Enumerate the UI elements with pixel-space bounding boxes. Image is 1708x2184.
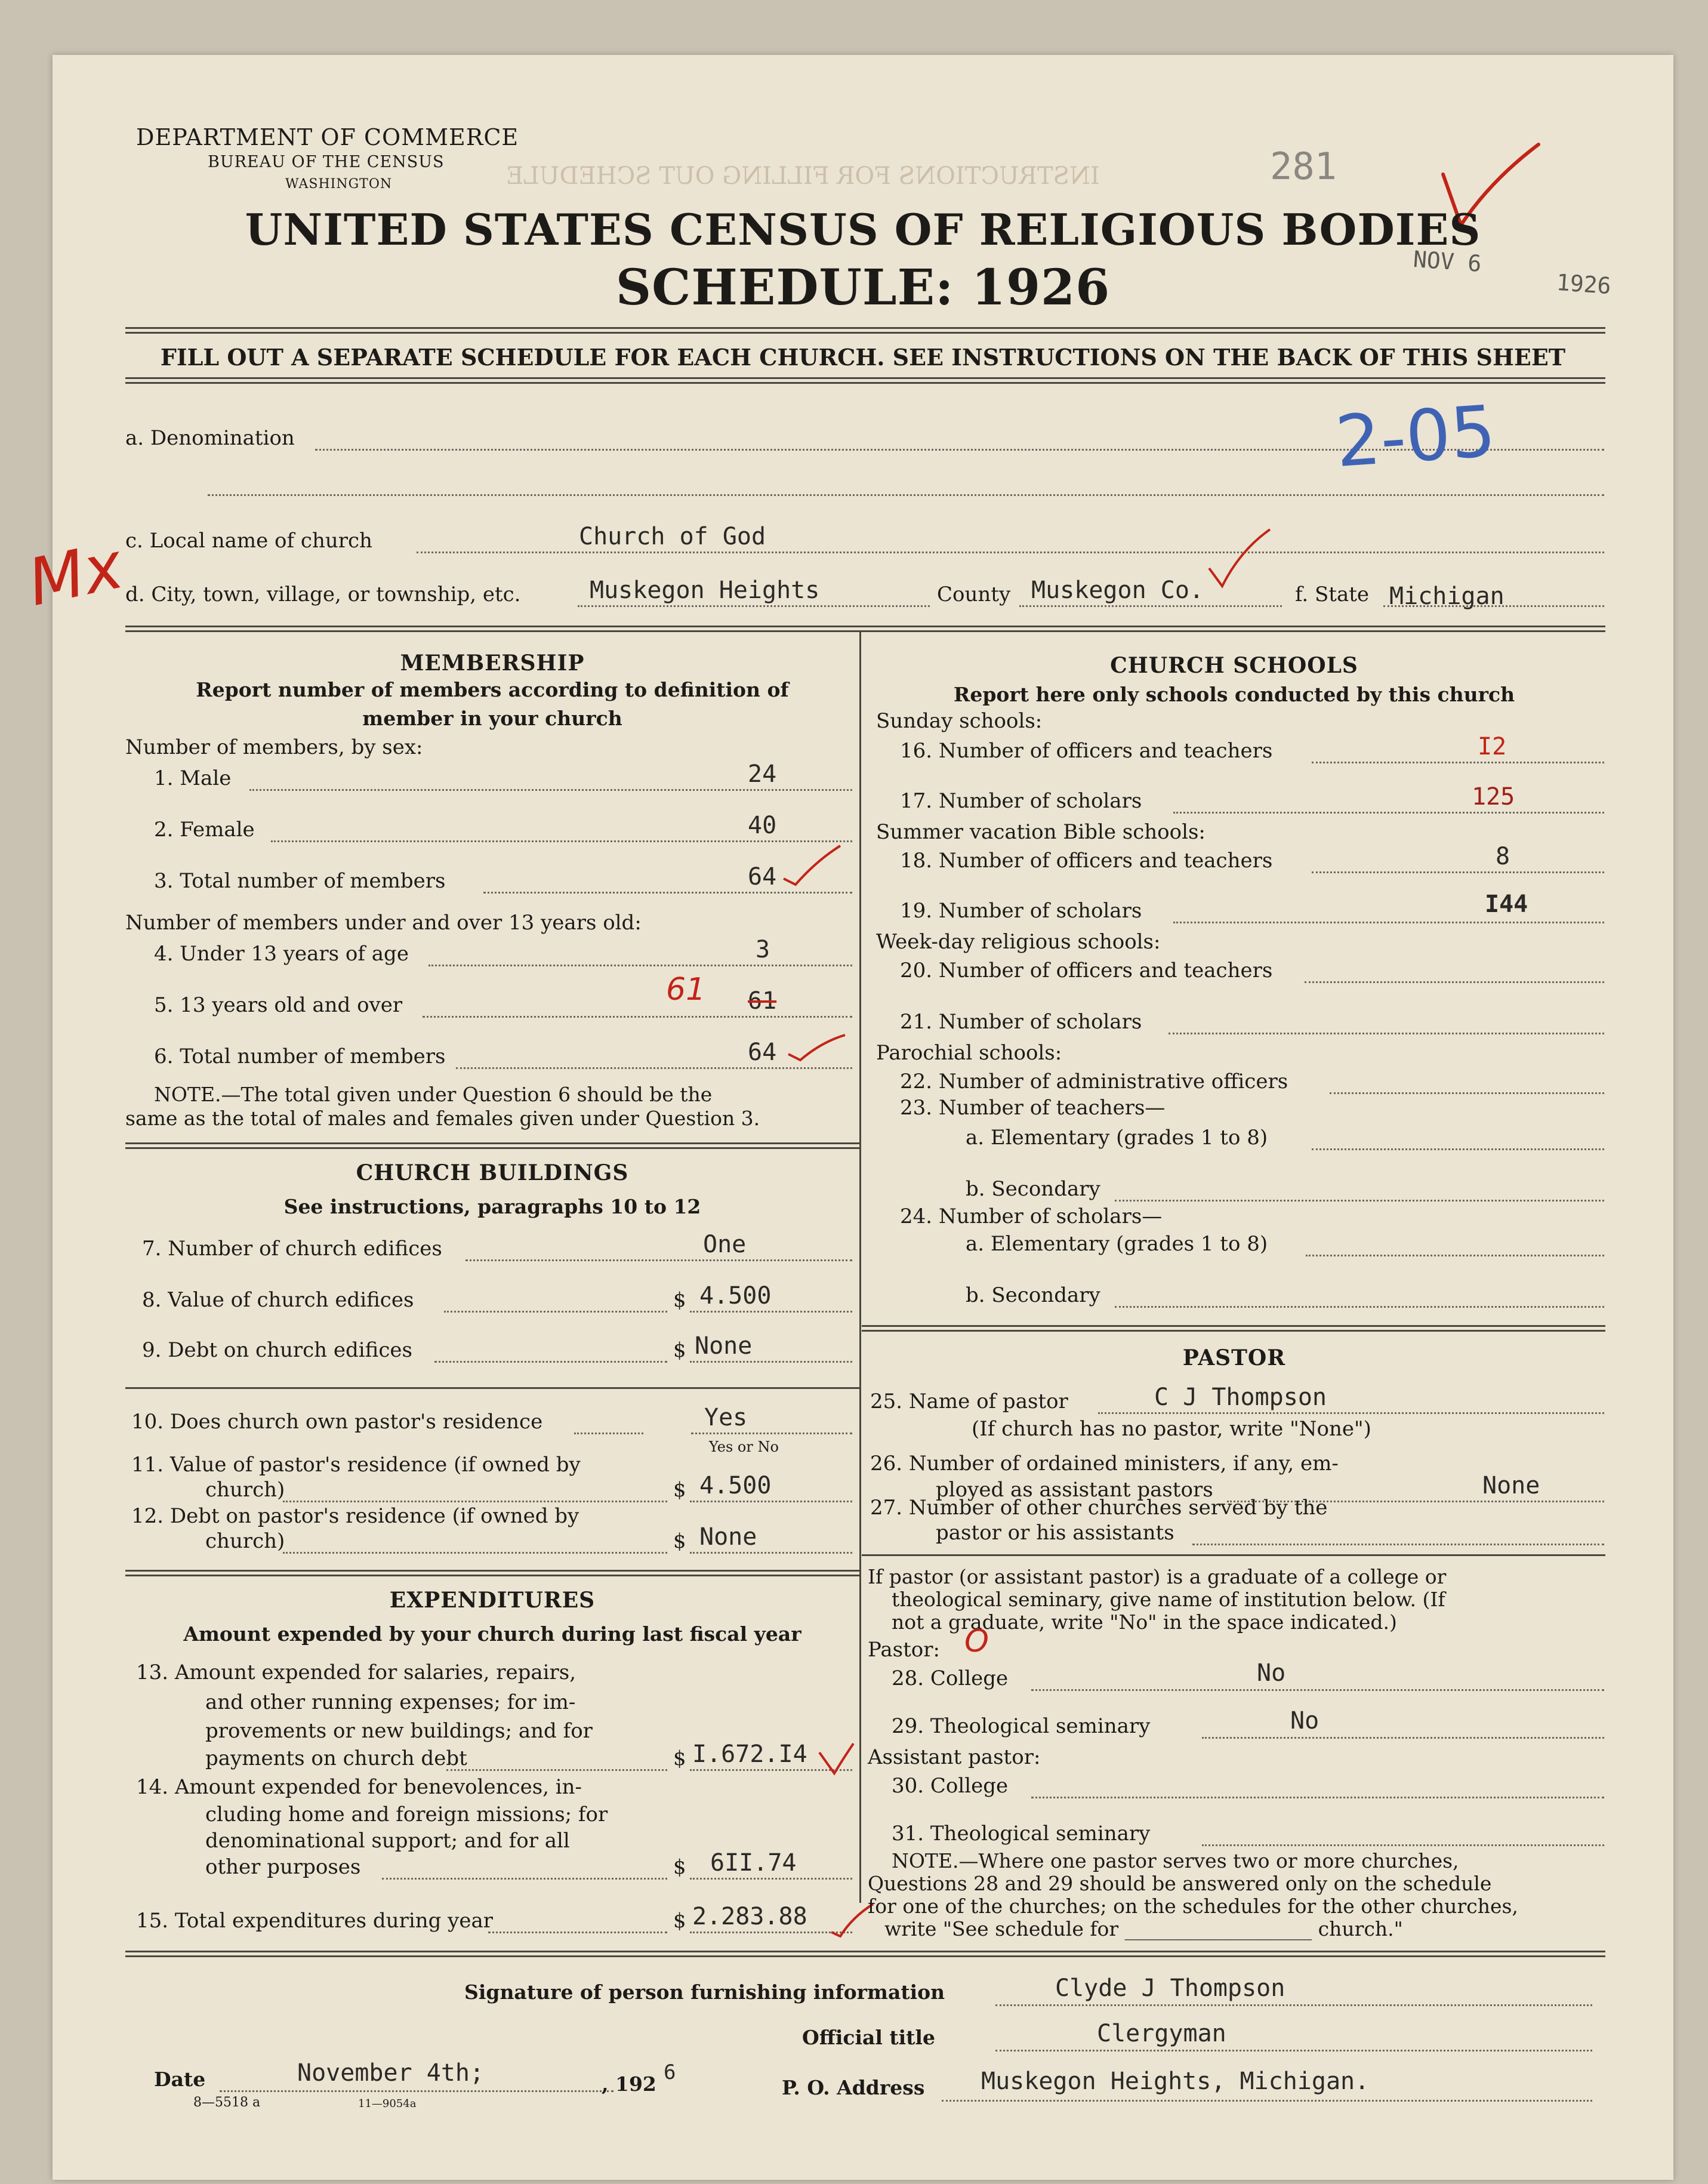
q5-value: 61 — [748, 987, 777, 1015]
q24-label: 24. Number of scholars— — [900, 1205, 1163, 1228]
buildings-heading: CHURCH BUILDINGS — [356, 1160, 629, 1185]
q13-dollar: $ — [673, 1746, 686, 1770]
local-name-label: c. Local name of church — [125, 529, 372, 553]
q7-label: 7. Number of church edifices — [142, 1237, 442, 1261]
po-address-field[interactable] — [942, 2100, 1592, 2102]
bureau-city: WASHINGTON — [285, 177, 393, 192]
column-divider — [859, 632, 861, 1903]
q11-label-2: church) — [205, 1478, 285, 1502]
q24b-label: b. Secondary — [966, 1283, 1100, 1307]
q17-value: 125 — [1472, 783, 1515, 811]
local-name-field[interactable] — [417, 552, 1604, 553]
q30-label: 30. College — [892, 1774, 1009, 1798]
q12-value: None — [699, 1523, 757, 1551]
pastor-note-3: for one of the churches; on the schedules for the other churches, — [868, 1895, 1518, 1918]
city-value: Muskegon Heights — [590, 577, 820, 604]
q18-value: 8 — [1496, 843, 1510, 870]
denomination-field-2[interactable] — [208, 494, 1604, 496]
q5-correction: 61 — [666, 972, 706, 1008]
q7-value: One — [703, 1231, 747, 1258]
q13-value: I.672.I4 — [692, 1741, 807, 1768]
q23a-label: a. Elementary (grades 1 to 8) — [966, 1126, 1268, 1150]
sunday-schools-label: Sunday schools: — [876, 709, 1043, 733]
q9-label: 9. Debt on church edifices — [142, 1338, 412, 1362]
q23b-label: b. Secondary — [966, 1177, 1100, 1201]
q16-label: 16. Number of officers and teachers — [900, 739, 1273, 763]
members-by-sex-label: Number of members, by sex: — [125, 735, 423, 759]
checkmark-icon — [785, 1030, 851, 1066]
pastor-red-mark: O — [964, 1624, 989, 1659]
signature-value: Clyde J Thompson — [1055, 1974, 1285, 2002]
q11-dollar: $ — [673, 1478, 686, 1502]
bleed-through-heading: INSTRUCTIONS FOR FILLING OUT SCHEDULE — [506, 162, 1100, 190]
q14-line-2: cluding home and foreign missions; for — [205, 1803, 608, 1826]
q27-label-1: 27. Number of other churches served by the — [870, 1496, 1328, 1520]
q8-value: 4.500 — [699, 1282, 772, 1310]
q26-label-1: 26. Number of ordained ministers, if any, em- — [870, 1452, 1339, 1475]
q14-value: 6II.74 — [710, 1849, 797, 1877]
q5-label: 5. 13 years old and over — [154, 993, 403, 1017]
q19-label: 19. Number of scholars — [900, 899, 1142, 923]
weekday-schools-label: Week-day religious schools: — [876, 930, 1161, 954]
margin-mark: Mx — [21, 528, 130, 621]
q6-label: 6. Total number of members — [154, 1045, 446, 1068]
q23-label: 23. Number of teachers— — [900, 1096, 1166, 1120]
county-label: County — [937, 583, 1011, 606]
form-title: UNITED STATES CENSUS OF RELIGIOUS BODIES — [245, 204, 1481, 255]
instruction-banner: FILL OUT A SEPARATE SCHEDULE FOR EACH CHURCH. SEE INSTRUCTIONS ON THE BACK OF THIS SHEET — [160, 344, 1566, 371]
q8-dollar: $ — [673, 1288, 686, 1312]
q24a-label: a. Elementary (grades 1 to 8) — [966, 1232, 1268, 1256]
membership-note-1: NOTE.—The total given under Question 6 should be the — [154, 1083, 713, 1106]
date-value: November 4th; — [297, 2059, 485, 2087]
date-label: Date — [154, 2068, 206, 2091]
q14-line-1: 14. Amount expended for benevolences, in- — [136, 1775, 582, 1799]
bureau-name: BUREAU OF THE CENSUS — [208, 153, 445, 171]
q29-value: No — [1290, 1707, 1319, 1735]
q25-label: 25. Name of pastor — [870, 1390, 1068, 1413]
pastor-note-2: Questions 28 and 29 should be answered only on the schedule — [868, 1872, 1492, 1895]
graduate-intro-2: theological seminary, give name of institution below. (If — [892, 1588, 1445, 1611]
q18-label: 18. Number of officers and teachers — [900, 849, 1273, 873]
q8-label: 8. Value of church edifices — [142, 1288, 414, 1312]
q28-label: 28. College — [892, 1667, 1009, 1690]
official-title-value: Clergyman — [1097, 2020, 1226, 2047]
q27-label-2: pastor or his assistants — [936, 1521, 1174, 1545]
q10-label: 10. Does church own pastor's residence — [131, 1410, 543, 1434]
stamp-date: NOV 6 — [1412, 246, 1482, 277]
official-title-field[interactable] — [995, 2050, 1592, 2051]
q28-value: No — [1257, 1659, 1286, 1687]
form-subtitle: SCHEDULE: 1926 — [615, 259, 1111, 316]
buildings-intro: See instructions, paragraphs 10 to 12 — [283, 1195, 701, 1218]
q12-dollar: $ — [673, 1529, 686, 1553]
parochial-schools-label: Parochial schools: — [876, 1041, 1062, 1065]
q10-value: Yes — [704, 1404, 748, 1431]
checkmark-icon — [816, 1741, 858, 1782]
checkmark-icon — [781, 843, 846, 891]
q2-value: 40 — [748, 812, 777, 839]
census-form-sheet — [21, 55, 1673, 2180]
county-field[interactable] — [1019, 605, 1282, 607]
q15-dollar: $ — [673, 1909, 686, 1933]
expenditures-intro: Amount expended by your church during last fiscal year — [183, 1622, 801, 1646]
city-label: d. City, town, village, or township, etc. — [125, 583, 521, 606]
pastor-note-1: NOTE.—Where one pastor serves two or more churches, — [892, 1849, 1459, 1872]
q3-label: 3. Total number of members — [154, 869, 446, 893]
expenditures-heading: EXPENDITURES — [389, 1588, 596, 1613]
q2-label: 2. Female — [154, 818, 255, 842]
assistant-pastor-subheading: Assistant pastor: — [868, 1745, 1041, 1769]
q16-value: I2 — [1478, 733, 1507, 760]
q6-value: 64 — [748, 1039, 777, 1066]
q20-label: 20. Number of officers and teachers — [900, 959, 1273, 982]
stamp-number: 281 — [1270, 144, 1337, 188]
q25-value: C J Thompson — [1154, 1384, 1327, 1411]
graduate-intro-3: not a graduate, write "No" in the space indicated.) — [892, 1610, 1397, 1634]
membership-intro-1: Report number of members according to definition of — [196, 678, 789, 701]
q17-label: 17. Number of scholars — [900, 789, 1142, 813]
date-field[interactable] — [220, 2090, 613, 2092]
q14-dollar: $ — [673, 1855, 686, 1879]
q14-line-4: other purposes — [205, 1855, 361, 1879]
state-value: Michigan — [1389, 583, 1504, 610]
pastor-subheading: Pastor: — [868, 1638, 940, 1662]
q1-value: 24 — [748, 760, 777, 788]
summer-schools-label: Summer vacation Bible schools: — [876, 820, 1206, 844]
denomination-label: a. Denomination — [125, 426, 295, 450]
official-title-label: Official title — [802, 2026, 935, 2049]
q15-value: 2.283.88 — [692, 1903, 807, 1930]
q11-label-1: 11. Value of pastor's residence (if owned by — [131, 1453, 581, 1477]
pastor-note-4: write "See schedule for ___________________ church." — [884, 1917, 1403, 1940]
q13-line-4: payments on church debt — [205, 1746, 467, 1770]
members-by-age-label: Number of members under and over 13 years old: — [125, 911, 642, 935]
q12-label-2: church) — [205, 1529, 285, 1553]
q14-line-3: denominational support; and for all — [205, 1829, 570, 1853]
county-value: Muskegon Co. — [1031, 577, 1204, 604]
schools-intro: Report here only schools conducted by this church — [953, 683, 1515, 706]
q12-label-1: 12. Debt on pastor's residence (if owned by — [131, 1504, 579, 1528]
pastor-heading: PASTOR — [1182, 1345, 1286, 1370]
signature-field[interactable] — [995, 2004, 1592, 2006]
q21-label: 21. Number of scholars — [900, 1010, 1142, 1034]
membership-heading: MEMBERSHIP — [400, 651, 585, 676]
q1-label: 1. Male — [154, 766, 232, 790]
q26-value: None — [1482, 1472, 1540, 1499]
q15-label: 15. Total expenditures during year — [136, 1909, 494, 1933]
po-address-value: Muskegon Heights, Michigan. — [981, 2068, 1370, 2095]
form-code: 8—5518 a — [193, 2095, 261, 2110]
department-name: DEPARTMENT OF COMMERCE — [136, 124, 519, 150]
q10-hint: Yes or No — [709, 1438, 779, 1455]
q11-value: 4.500 — [699, 1472, 772, 1499]
schools-heading: CHURCH SCHOOLS — [1110, 653, 1358, 678]
q13-line-2: and other running expenses; for im- — [205, 1690, 576, 1714]
q9-value: None — [695, 1332, 753, 1360]
q3-value: 64 — [748, 863, 777, 891]
po-address-label: P. O. Address — [782, 2076, 925, 2099]
q25-hint: (If church has no pastor, write "None") — [972, 1417, 1371, 1441]
denomination-code: 2-05 — [1333, 389, 1499, 483]
city-field[interactable] — [578, 605, 930, 607]
q13-line-1: 13. Amount expended for salaries, repairs, — [136, 1661, 576, 1684]
q26-label-2: ployed as assistant pastors — [936, 1478, 1213, 1502]
date-year-suffix: 6 — [664, 2060, 676, 2084]
q9-dollar: $ — [673, 1338, 686, 1362]
membership-intro-2: member in your church — [362, 707, 622, 730]
local-name-value: Church of God — [579, 523, 766, 550]
checkmark-icon — [1204, 526, 1276, 592]
q19-value: I44 — [1485, 891, 1528, 918]
stamp-year: 1926 — [1555, 269, 1612, 300]
date-year-prefix: , 192 — [602, 2072, 656, 2096]
q29-label: 29. Theological seminary — [892, 1714, 1151, 1738]
graduate-intro-1: If pastor (or assistant pastor) is a graduate of a college or — [868, 1565, 1447, 1588]
state-label: f. State — [1295, 583, 1369, 606]
q22-label: 22. Number of administrative officers — [900, 1070, 1288, 1093]
q4-label: 4. Under 13 years of age — [154, 942, 409, 966]
print-code: 11—9054a — [358, 2097, 417, 2110]
q31-label: 31. Theological seminary — [892, 1822, 1151, 1846]
membership-note-2: same as the total of males and females given under Question 3. — [125, 1107, 760, 1130]
q4-value: 3 — [756, 936, 770, 963]
signature-label: Signature of person furnishing information — [464, 1980, 945, 2004]
q13-line-3: provements or new buildings; and for — [205, 1719, 593, 1743]
